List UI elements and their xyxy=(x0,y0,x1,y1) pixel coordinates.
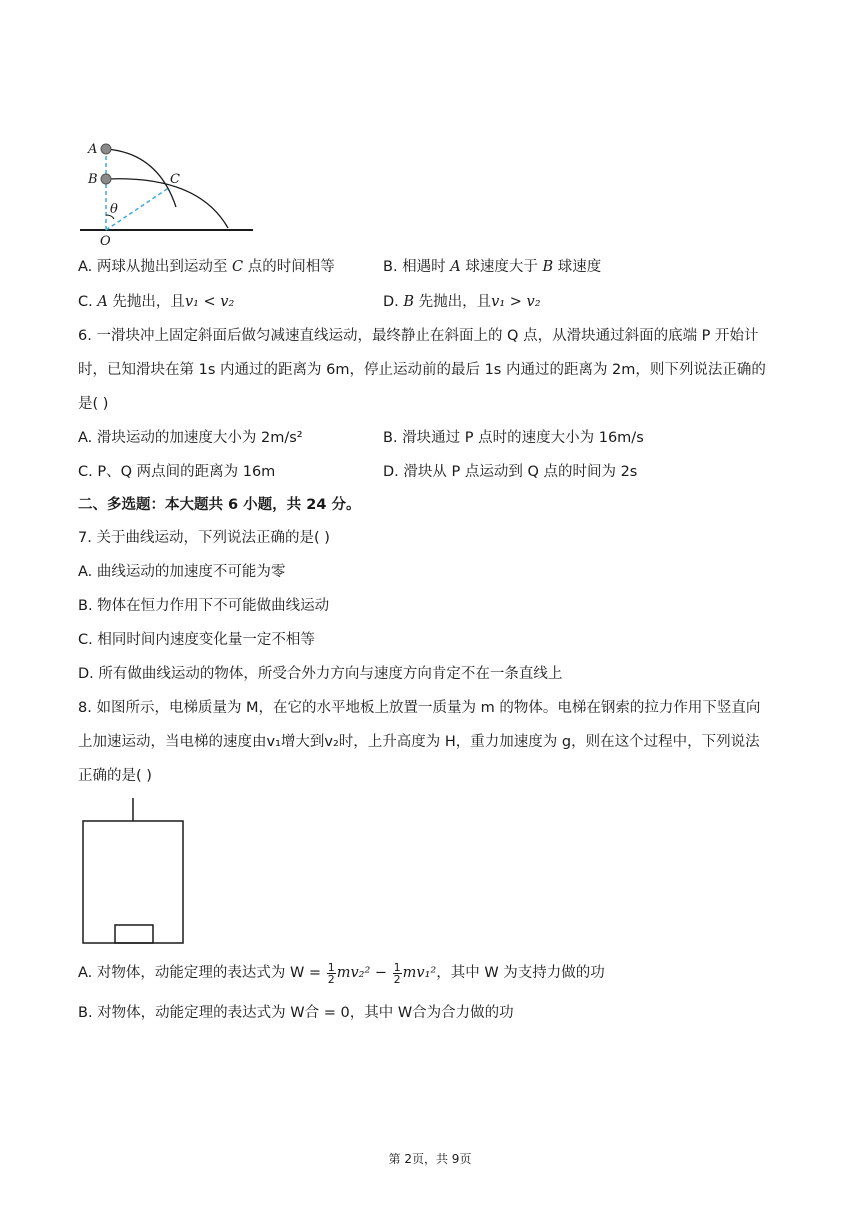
q8-stem-line1: 8. 如图所示，电梯质量为 M，在它的水平地板上放置一质量为 m 的物体。电梯在钢索的拉力作用下竖直向 xyxy=(78,700,761,716)
q5-b-post: 球速度 xyxy=(553,259,602,275)
fraction-denominator: 2 xyxy=(327,972,335,986)
q8-option-a xyxy=(78,960,605,986)
q5-option-d xyxy=(383,292,541,312)
q7-option-a: A. 曲线运动的加速度不可能为零 xyxy=(78,564,286,580)
projectile-diagram xyxy=(78,135,268,250)
q5-a-post: 点的时间相等 xyxy=(243,259,335,275)
label-theta: θ xyxy=(110,202,118,217)
q5-c-math: v₁ < v₂ xyxy=(184,294,235,310)
q5-d-label: D. xyxy=(383,294,404,310)
q5-c-label: C. xyxy=(78,294,98,310)
q8-a-pre: A. 对物体，动能定理的表达式为 W = xyxy=(78,965,326,981)
q5-d-math: v₁ > v₂ xyxy=(491,294,541,310)
q8-option-b: B. 对物体，动能定理的表达式为 W合 = 0，其中 W合为合力做的功 xyxy=(78,1005,514,1021)
q6-stem-line1: 6. 一滑块冲上固定斜面后做匀减速直线运动，最终静止在斜面上的 Q 点，从滑块通过斜面的底端 P 开始计 xyxy=(78,328,759,344)
q5-b-pre: 相遇时 xyxy=(402,259,451,275)
q7-option-d: D. 所有做曲线运动的物体，所受合外力方向与速度方向肯定不在一条直线上 xyxy=(78,666,563,682)
section-heading-multiple-choice: 二、多选题：本大题共 6 小题，共 24 分。 xyxy=(78,497,361,513)
q8-a-term1: mv₂² − xyxy=(336,965,392,981)
label-O: O xyxy=(100,234,111,249)
q5-option-b xyxy=(383,257,601,277)
label-B: B xyxy=(88,172,98,187)
ball-B xyxy=(101,174,111,184)
q6-option-a: A. 滑块运动的加速度大小为 2m/s² xyxy=(78,430,303,446)
q6-option-d: D. 滑块从 P 点运动到 Q 点的时间为 2s xyxy=(383,464,638,480)
q7-option-b: B. 物体在恒力作用下不可能做曲线运动 xyxy=(78,598,330,614)
q8-stem-line2: 上加速运动，当电梯的速度由v₁增大到v₂时，上升高度为 H，重力加速度为 g，则在这个过程中，下列说法 xyxy=(78,734,760,750)
q5-b-var2: B xyxy=(542,259,554,275)
q5-a-var: C xyxy=(232,259,244,275)
q5-c-var: A xyxy=(97,294,108,310)
q8-a-term2: mv₁² xyxy=(402,965,437,981)
half-fraction xyxy=(327,962,336,985)
q5-d-var: B xyxy=(403,294,415,310)
q5-a-label: A. xyxy=(78,259,97,275)
q7-option-c: C. 相同时间内速度变化量一定不相等 xyxy=(78,632,315,648)
fraction-numerator-2: 1 xyxy=(393,960,401,974)
q7-stem: 7. 关于曲线运动，下列说法正确的是( ) xyxy=(78,530,330,546)
q5-b-label: B. xyxy=(383,259,403,275)
q5-d-text: 先抛出，且 xyxy=(414,294,492,310)
half-fraction-2 xyxy=(393,962,402,985)
q6-option-b: B. 滑块通过 P 点时的速度大小为 16m/s xyxy=(383,430,644,446)
q8-a-post: ，其中 W 为支持力做的功 xyxy=(436,965,605,981)
fraction-denominator-2: 2 xyxy=(393,972,401,986)
q5-a-pre: 两球从抛出到运动至 xyxy=(96,259,232,275)
label-A: A xyxy=(88,142,98,157)
label-C: C xyxy=(170,172,180,187)
q5-option-a xyxy=(78,257,335,277)
q5-b-var1: A xyxy=(450,259,461,275)
page-footer: 第 2页，共 9页 xyxy=(388,1152,472,1166)
q6-stem-line2: 时，已知滑块在第 1s 内通过的距离为 6m，停止运动前的最后 1s 内通过的距离为 2m，则下列说法正确的 xyxy=(78,362,766,378)
object-block xyxy=(115,925,153,943)
trajectory-A xyxy=(106,149,176,207)
q6-option-c: C. P、Q 两点间的距离为 16m xyxy=(78,464,276,480)
q5-b-mid: 球速度大于 xyxy=(460,259,543,275)
q6-stem-line3: 是( ) xyxy=(78,396,109,412)
elevator-diagram xyxy=(80,796,190,948)
q5-c-text: 先抛出，且 xyxy=(107,294,185,310)
ball-A xyxy=(101,144,111,154)
q5-option-c xyxy=(78,292,234,312)
q8-stem-line3: 正确的是( ) xyxy=(78,768,152,784)
fraction-numerator: 1 xyxy=(327,960,335,974)
